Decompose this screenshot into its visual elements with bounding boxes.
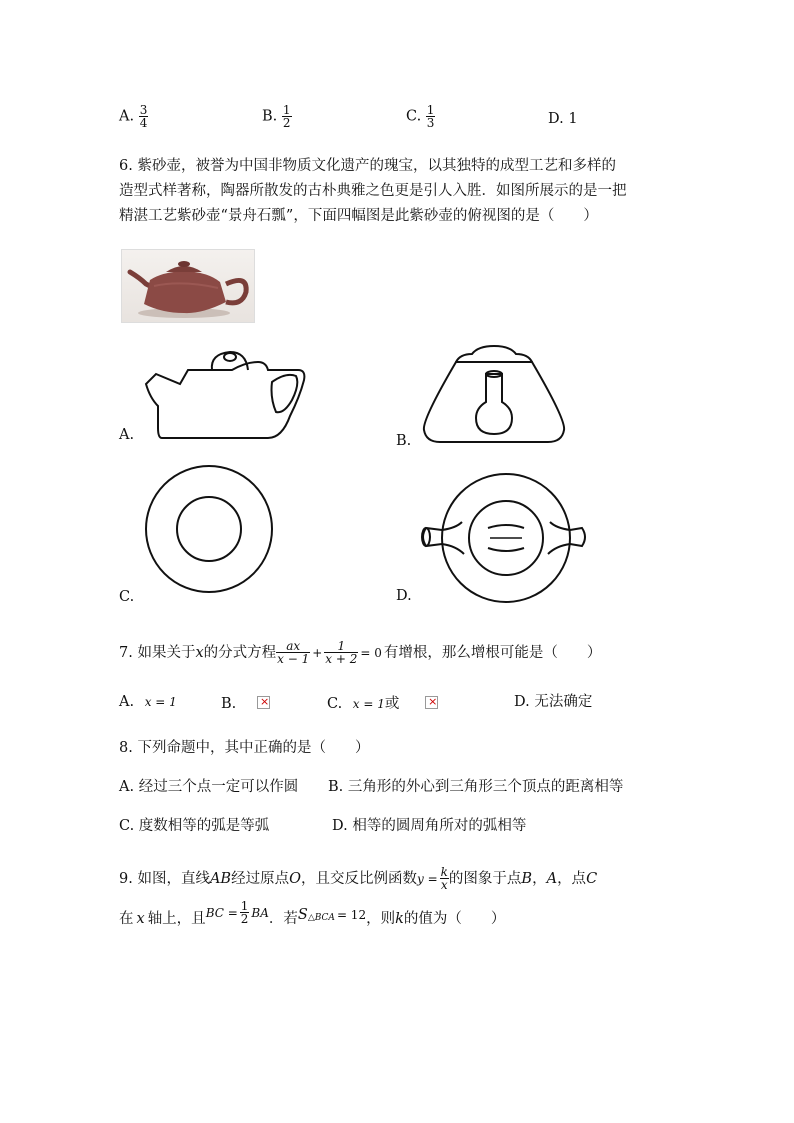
q6-stem-line1: 6. 紫砂壶，被誉为中国非物质文化遗产的瑰宝，以其独特的成型工艺和多样的: [119, 158, 616, 174]
q6-option-a-figure[interactable]: [140, 348, 312, 442]
q7-stem: 7. 如果关于 x 的分式方程 $\frac{ax}{x - 1}$ + $\frac{1}{x + 2}$ = 0 有增根，那么增根可能是（ ）: [119, 639, 602, 666]
q6-option-a-label[interactable]: A.: [119, 427, 135, 443]
q6-option-d-label[interactable]: D.: [396, 588, 412, 604]
q6-option-c-figure[interactable]: [142, 463, 276, 595]
q6-stem-line2: 造型式样著称，陶器所散发的古朴典雅之色更是引人入胜．如图所展示的是一把: [119, 183, 627, 199]
broken-image-icon: [257, 696, 270, 709]
q7-option-c[interactable]: C. x = 1或: [327, 696, 400, 712]
q5-option-c[interactable]: C. $\frac{1}{3}$: [406, 103, 435, 130]
q6-option-c-label[interactable]: C.: [119, 589, 135, 605]
q8-option-c[interactable]: C. 度数相等的弧是等弧: [119, 818, 270, 834]
q7-option-b[interactable]: B.: [221, 696, 237, 712]
q6-stem-line3: 精湛工艺紫砂壶“景舟石瓢”，下面四幅图是此紫砂壶的俯视图的是（ ）: [119, 208, 598, 224]
teapot-photo: [121, 249, 255, 323]
fraction: $\frac{k}{x}$: [440, 865, 448, 892]
q7-option-d[interactable]: D. 无法确定: [514, 694, 593, 710]
q5-option-d[interactable]: D. 1: [548, 111, 578, 127]
q8-option-a[interactable]: A. 经过三个点一定可以作圆: [119, 779, 299, 795]
q9-stem-line2: 在 x 轴上，且 BC = $\frac{1}{2}$ BA ．若 S △BCA = 12 ，则 k 的值为（ ）: [119, 899, 506, 927]
q6-option-d-figure[interactable]: [418, 470, 590, 604]
fraction: $\frac{3}{4}$: [139, 103, 148, 130]
fraction: $\frac{1}{2}$: [282, 103, 291, 130]
fraction: $\frac{1}{x + 2}$: [325, 639, 358, 666]
q5-option-a[interactable]: A. $\frac{3}{4}$: [119, 103, 148, 130]
q8-option-b[interactable]: B. 三角形的外心到三角形三个顶点的距离相等: [328, 779, 624, 795]
fraction: $\frac{1}{2}$: [240, 899, 249, 926]
q7-option-a[interactable]: A. x = 1: [119, 694, 177, 710]
q8-option-d[interactable]: D. 相等的圆周角所对的弧相等: [332, 818, 527, 834]
broken-image-icon: [425, 696, 438, 709]
q5-option-b[interactable]: B. $\frac{1}{2}$: [262, 103, 291, 130]
q6-option-b-figure[interactable]: [420, 344, 568, 446]
q9-stem-line1: 9. 如图，直线 AB 经过原点 O ，且交反比例函数 y = $\frac{k}{x}$ 的图象于点 B ， A ，点 C: [119, 865, 598, 892]
q8-stem: 8. 下列命题中，其中正确的是（ ）: [119, 740, 370, 756]
fraction: $\frac{ax}{x - 1}$: [277, 639, 310, 666]
fraction: $\frac{1}{3}$: [426, 103, 435, 130]
q6-option-b-label[interactable]: B.: [396, 433, 412, 449]
